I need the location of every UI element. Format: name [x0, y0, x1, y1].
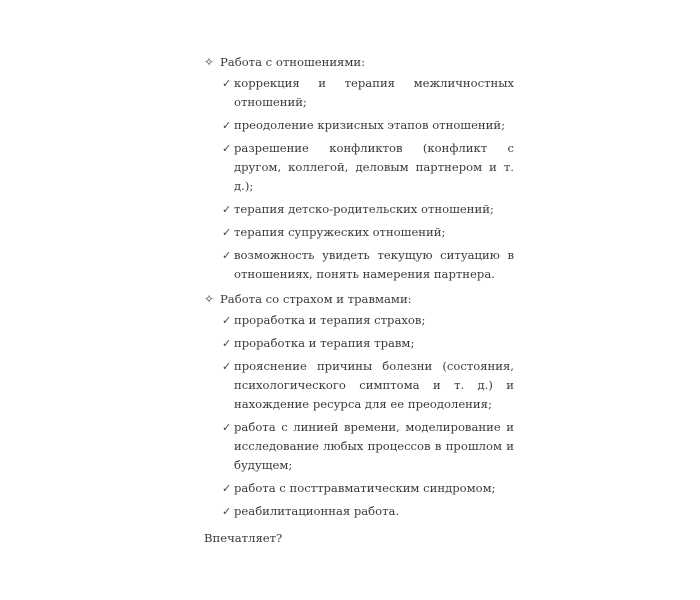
list-item: [222, 139, 514, 196]
list-item: [222, 223, 514, 242]
checkmark-icon: ✓: [222, 226, 232, 239]
list-item: [222, 246, 514, 284]
checkmark-icon: ✓: [222, 142, 232, 155]
checkmark-icon: ✓: [222, 421, 232, 434]
bullet-list: [204, 74, 514, 284]
list-item: [222, 357, 514, 414]
list-item: [222, 74, 514, 112]
checkmark-icon: ✓: [222, 360, 232, 373]
list-item-text: возможность увидеть текущую ситуацию в отношениях, понять намерения партнера.: [234, 248, 514, 281]
list-item: [222, 200, 514, 219]
section-relationships: [204, 53, 514, 284]
section-heading: Работа с отношениями:: [220, 55, 366, 69]
list-item: [222, 311, 514, 330]
checkmark-icon: ✓: [222, 249, 232, 262]
list-item: [222, 334, 514, 353]
list-item-text: прояснение причины болезни (состояния, психологического симптома и т. д.) и нахождение ресурса для ее преодоления;: [234, 359, 514, 411]
checkmark-icon: ✓: [222, 203, 232, 216]
diamond-bullet-icon: ✧: [204, 292, 215, 306]
checkmark-icon: ✓: [222, 77, 232, 90]
list-item-text: проработка и терапия страхов;: [234, 313, 426, 327]
list-item: [222, 418, 514, 475]
checkmark-icon: ✓: [222, 505, 232, 518]
list-item: [222, 479, 514, 498]
checkmark-icon: ✓: [222, 337, 232, 350]
section-heading: Работа со страхом и травмами:: [220, 292, 412, 306]
checkmark-icon: ✓: [222, 119, 232, 132]
list-item-text: работа с посттравматическим синдромом;: [234, 481, 496, 495]
section-heading-row: [204, 290, 514, 309]
section-heading-row: [204, 53, 514, 72]
closing-question: Впечатляет?: [204, 531, 283, 545]
list-item-text: коррекция и терапия межличностных отношений;: [234, 76, 514, 109]
checkmark-icon: ✓: [222, 482, 232, 495]
page-content: [204, 53, 514, 560]
list-item-text: работа с линией времени, моделирование и исследование любых процессов в прошлом и будущем;: [234, 420, 514, 472]
list-item-text: проработка и терапия травм;: [234, 336, 415, 350]
checkmark-icon: ✓: [222, 314, 232, 327]
section-fears-traumas: [204, 290, 514, 521]
list-item-text: реабилитационная работа.: [234, 504, 400, 518]
list-item-text: разрешение конфликтов (конфликт с другом, коллегой, деловым партнером и т. д.);: [234, 141, 514, 193]
diamond-bullet-icon: ✧: [204, 55, 215, 69]
list-item: [222, 116, 514, 135]
list-item: [222, 502, 514, 521]
list-item-text: преодоление кризисных этапов отношений;: [234, 118, 506, 132]
bullet-list: [204, 311, 514, 521]
list-item-text: терапия детско-родительских отношений;: [234, 202, 494, 216]
list-item-text: терапия супружеских отношений;: [234, 225, 446, 239]
